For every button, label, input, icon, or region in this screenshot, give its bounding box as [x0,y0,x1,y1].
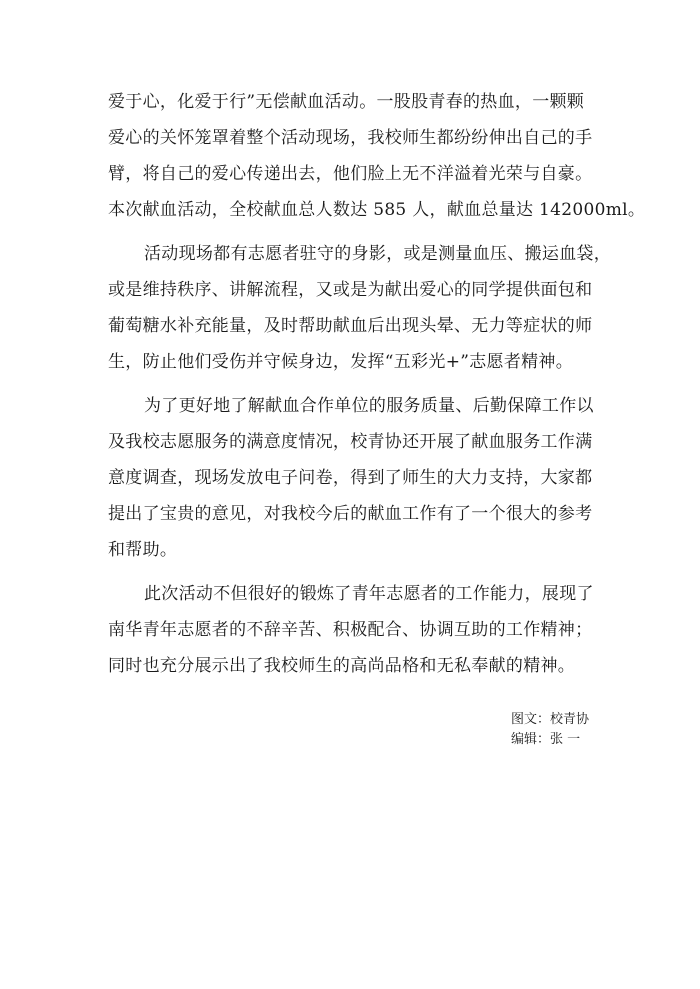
paragraph-line: 和帮助。 [108,540,178,560]
paragraph-line: 或是维持秩序、讲解流程，又或是为献出爱心的同学提供面包和 [108,280,593,300]
article-body [108,84,646,684]
paragraph-line: 本次献血活动，全校献血总人数达 585 人，献血总量达 142000ml。 [108,200,646,220]
credits-block [511,710,589,750]
paragraph-line: 爱心的关怀笼罩着整个活动现场，我校师生都纷纷伸出自己的手 [108,128,593,148]
paragraph-3 [108,388,596,568]
credit-text-photo: 图文：校青协 [511,712,590,727]
paragraph-1 [108,84,646,228]
paragraph-line: 南华青年志愿者的不辞辛苦、积极配合、协调互助的工作精神； [108,620,593,640]
paragraph-line: 此次活动不但很好的锻炼了青年志愿者的工作能力，展现了 [144,584,594,604]
paragraph-4 [108,576,596,684]
paragraph-line: 活动现场都有志愿者驻守的身影，或是测量血压、搬运血袋， [144,244,612,264]
paragraph-2 [108,236,612,380]
credit-editor: 编辑：张 一 [511,732,581,747]
paragraph-line: 提出了宝贵的意见，对我校今后的献血工作有了一个很大的参考 [108,504,593,524]
paragraph-line: 意度调查，现场发放电子问卷，得到了师生的大力支持，大家都 [108,468,593,488]
paragraph-line: 同时也充分展示出了我校师生的高尚品格和无私奉献的精神。 [108,656,576,676]
paragraph-line: 及我校志愿服务的满意度情况，校青协还开展了献血服务工作满 [108,432,593,452]
paragraph-line: 爱于心，化爱于行”无偿献血活动。一股股青春的热血，一颗颗 [108,92,585,112]
paragraph-line: 臂，将自己的爱心传递出去，他们脸上无不洋溢着光荣与自豪。 [108,164,593,184]
paragraph-line: 葡萄糖水补充能量，及时帮助献血后出现头晕、无力等症状的师 [108,316,593,336]
paragraph-line: 为了更好地了解献血合作单位的服务质量、后勤保障工作以 [144,396,594,416]
paragraph-line: 生，防止他们受伤并守候身边，发挥“五彩光+”志愿者精神。 [108,352,574,372]
